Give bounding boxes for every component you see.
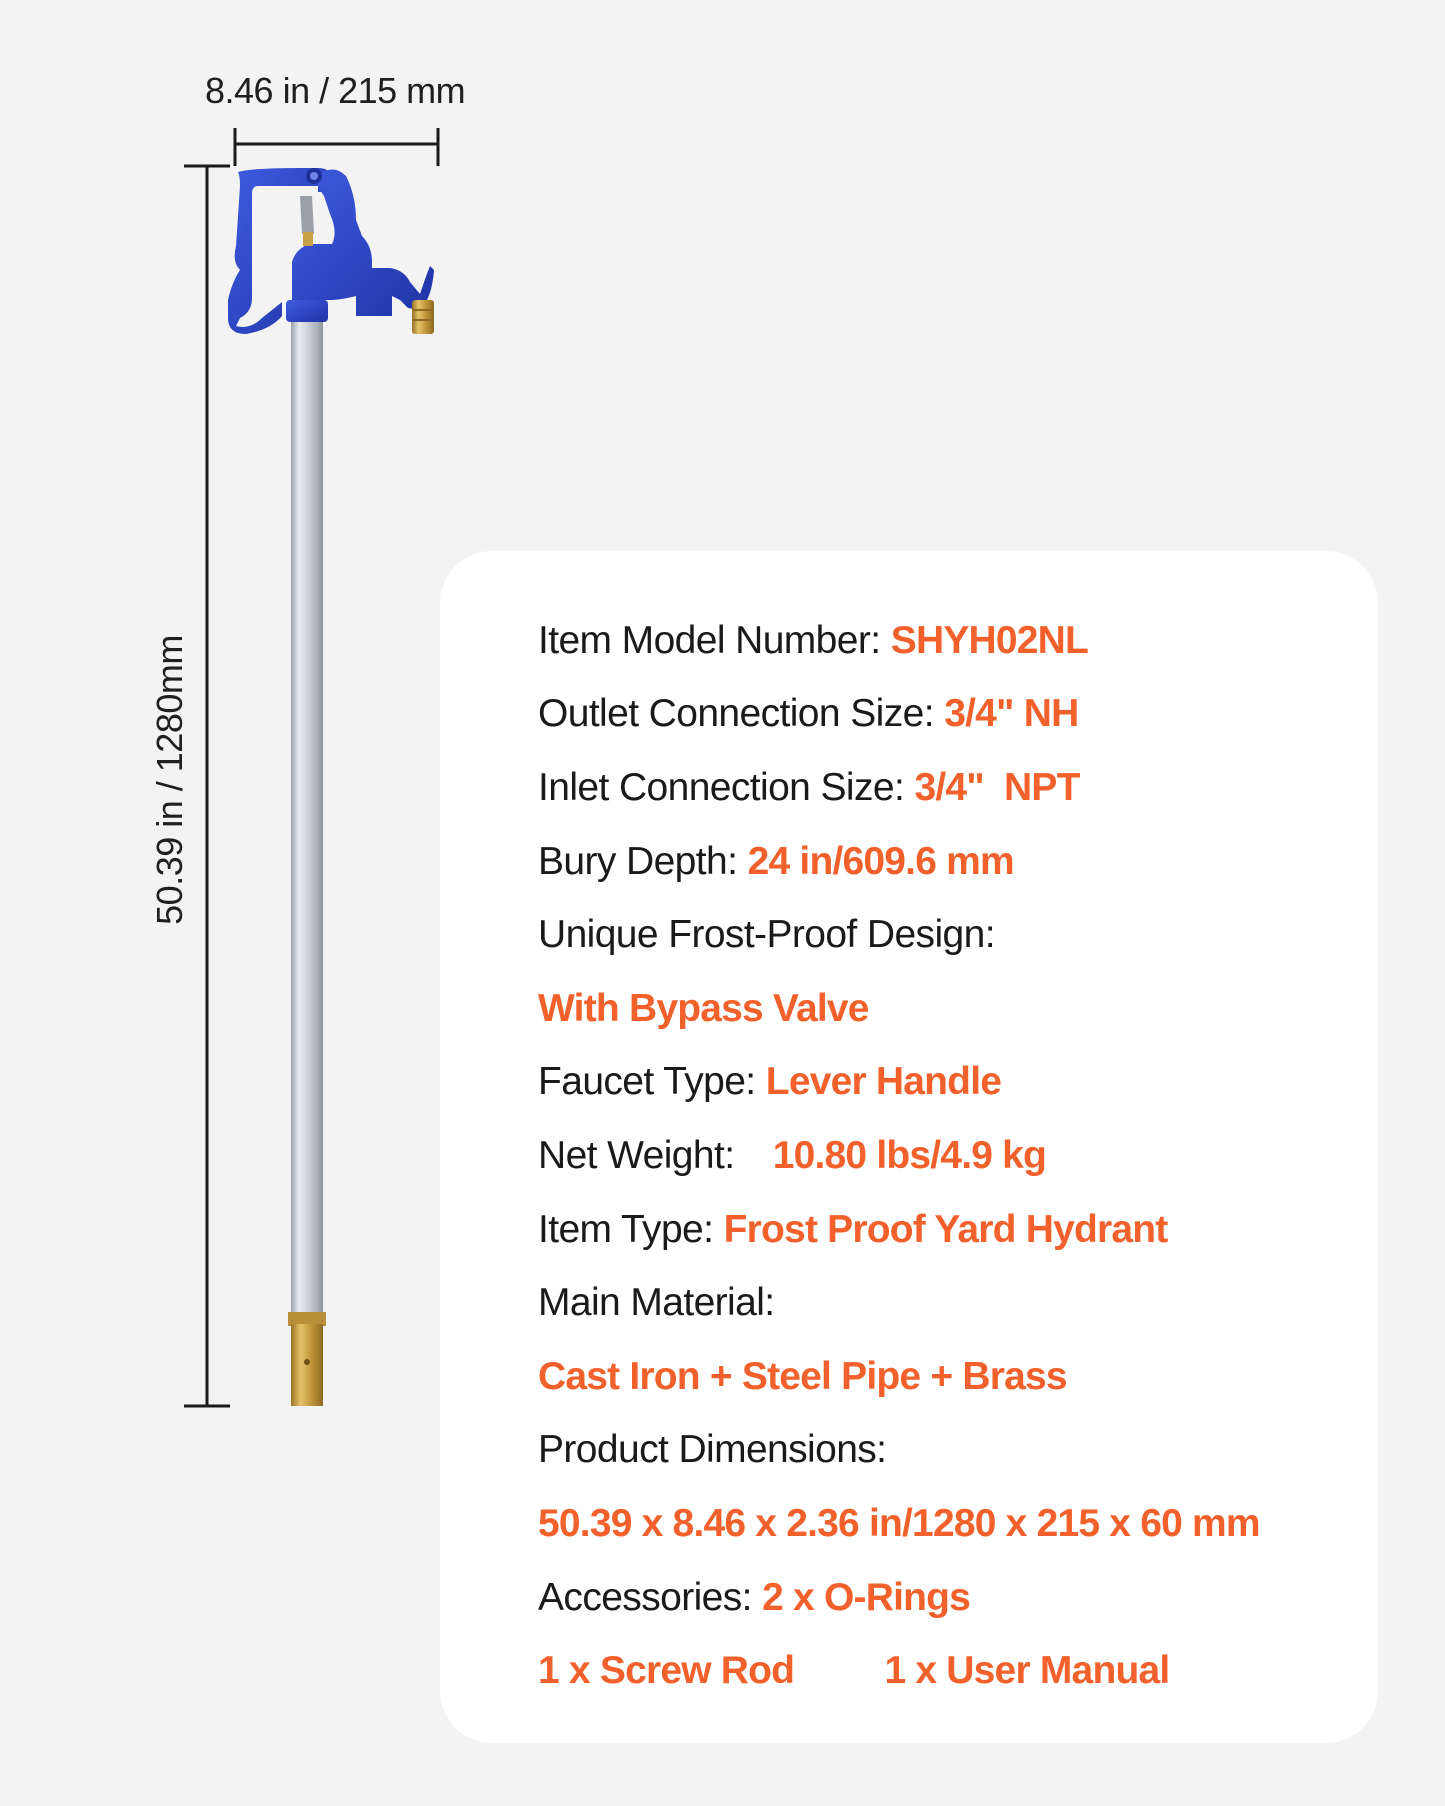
spec-label: Net Weight: (538, 1134, 735, 1177)
spec-frost-design (538, 915, 995, 954)
spec-product-dimensions-value (538, 1504, 1260, 1543)
brass-inlet (288, 1312, 326, 1406)
spec-value: Frost Proof Yard Hydrant (723, 1208, 1168, 1251)
spec-label: Inlet Connection Size: (538, 766, 905, 809)
steel-pipe (291, 318, 323, 1318)
spec-item-type (538, 1210, 1167, 1249)
spec-label: Product Dimensions: (538, 1428, 887, 1471)
spec-outlet (538, 694, 1078, 733)
width-dimension-line (235, 128, 438, 166)
spec-value: SHYH02NL (890, 619, 1089, 662)
spec-label: Faucet Type: (538, 1060, 756, 1103)
spec-material (538, 1283, 775, 1322)
spec-label: Outlet Connection Size: (538, 692, 934, 735)
spec-value: Cast Iron + Steel Pipe + Brass (538, 1355, 1067, 1398)
spec-faucet-type (538, 1062, 1001, 1101)
spec-model (538, 621, 1088, 660)
spec-label: Item Type: (538, 1208, 714, 1251)
spec-label: Item Model Number: (538, 619, 881, 662)
spec-label: Accessories: (538, 1576, 752, 1619)
spec-accessories (538, 1578, 970, 1617)
spec-value: 3/4" NH (944, 692, 1079, 735)
spec-card (440, 551, 1378, 1743)
spec-label: Unique Frost-Proof Design: (538, 913, 995, 956)
spec-accessories-more (538, 1651, 1169, 1690)
spec-product-dimensions (538, 1430, 886, 1469)
spec-net-weight (538, 1136, 1046, 1175)
spec-value: 1 x Screw Rod (538, 1649, 795, 1692)
spec-value: 10.80 lbs/4.9 kg (772, 1134, 1047, 1177)
hydrant-head (228, 168, 434, 334)
spec-value: 2 x O-Rings (762, 1576, 971, 1619)
height-dimension-label: 50.39 in / 1280mm (149, 635, 190, 925)
spec-value: 3/4" NPT (914, 766, 1080, 809)
spec-value: With Bypass Valve (538, 987, 869, 1030)
width-dimension-label: 8.46 in / 215 mm (205, 70, 466, 111)
spec-value: 1 x User Manual (884, 1649, 1170, 1692)
spec-label: Bury Depth: (538, 840, 738, 883)
spec-label: Main Material: (538, 1281, 775, 1324)
spec-value: 24 in/609.6 mm (747, 840, 1014, 883)
spec-bury-depth (538, 842, 1014, 881)
spec-value: Lever Handle (765, 1060, 1002, 1103)
spec-material-value (538, 1357, 1067, 1396)
spec-value: 50.39 x 8.46 x 2.36 in/1280 x 215 x 60 mm (538, 1502, 1260, 1545)
spec-inlet (538, 768, 1080, 807)
spec-frost-design-value (538, 989, 869, 1028)
